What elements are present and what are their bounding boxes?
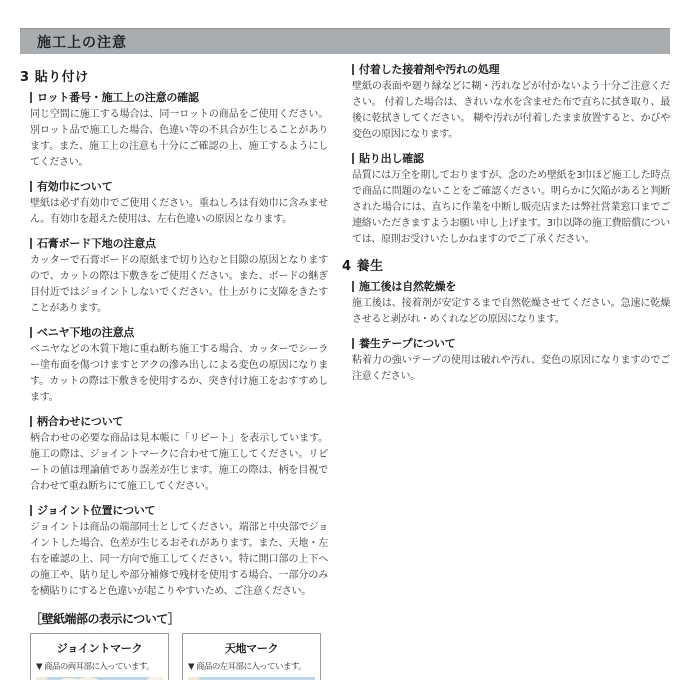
heading-marker-icon [352, 153, 354, 164]
note-heading: 養生テープについて [359, 337, 456, 350]
note-body: 同じ空間に施工する場合は、同一ロットの商品をご使用ください。別ロット品で施工した場合、色違い等の不具合が生じることがあります。また、施工上の注意も十分にご確認の上、施工するようにしてください。 [30, 109, 328, 168]
note-body: 壁紙の表面や廻り縁などに糊・汚れなどが付かないよう十分ご注意ください。 付着した場合は、きれいな水を含ませた布で直ちに拭き取り、最後に乾拭きしてください。 糊や汚れが付着したまま放置すると、かびや変色の原因になります。 [352, 81, 670, 140]
document-page [0, 28, 680, 680]
heading-marker-icon [352, 338, 354, 349]
tenchi-mark-box [182, 633, 321, 680]
mark-sample-boxes [30, 633, 328, 680]
two-column-layout [20, 62, 670, 680]
note-body: 柄合わせの必要な商品は見本帳に「リピート」を表示しています。施工の際は、ジョイントマークに合わせて施工してください。リピートの値は理論値であり誤差が生じます。施工の際は、柄を目視で合わせて重ね断ちにて施工してください。 [30, 433, 328, 492]
note-plywood [30, 324, 328, 406]
note-heading: 有効巾について [37, 180, 113, 193]
note-natural-drying [352, 278, 670, 328]
note-heading: ベニヤ下地の注意点 [37, 326, 135, 339]
edge-display-heading: ［壁紙端部の表示について］ [30, 612, 180, 626]
note-body: 壁紙は必ず有効巾でご使用ください。重ねしろは有効巾に含みません。有効巾を超えた使用は、左右色違いの原因となります。 [30, 198, 328, 225]
note-heading: 施工後は自然乾燥を [359, 280, 457, 293]
heading-marker-icon [352, 64, 354, 75]
heading-marker-icon [30, 327, 32, 338]
note-body: 粘着力の強いテープの使用は破れや汚れ、変色の原因になりますのでご注意ください。 [352, 355, 670, 382]
note-heading: ロット番号・施工上の注意の確認 [37, 91, 199, 104]
note-body: 施工後は、接着剤が安定するまで自然乾燥させてください。急速に乾燥させると剥がれ・めくれなどの原因になります。 [352, 298, 670, 325]
note-masking-tape [352, 335, 670, 385]
note-heading: ジョイント位置について [37, 504, 156, 517]
right-column [342, 58, 670, 680]
note-effective-width [30, 178, 328, 228]
joint-mark-title: ジョイントマーク [56, 642, 143, 655]
note-adhesive-stains [352, 61, 670, 143]
note-pattern-matching [30, 413, 328, 495]
note-heading: 貼り出し確認 [359, 152, 424, 165]
section-title-bar [20, 28, 670, 54]
note-gypsum-board [30, 235, 328, 317]
section-heading-4: 4 養生 [342, 259, 384, 274]
note-body: 品質には万全を期しておりますが、念のため壁紙を3巾ほど施工した時点で商品に問題のないことをご確認ください。明らかに欠陥があると判断された場合には、直ちに作業を中断し販売店または弊社営業窓口までご連絡いただきますようお願い申し上げます。3巾以降の施工費賠償については、原則お受けいたしかねますのでご了承ください。 [352, 170, 670, 245]
note-heading: 石膏ボード下地の注意点 [37, 237, 156, 250]
page-title: 施工上の注意 [37, 34, 127, 51]
note-body: カッターで石膏ボードの原紙まで切り込むと目隙の原因となりますので、カットの際は下敷きをご使用ください。また、ボードの継ぎ目付近ではジョイントしないでください。仕上がりに支障をきたすことがあります。 [30, 255, 328, 314]
section-heading-3: 3 貼り付け [20, 70, 89, 85]
note-lot-number [30, 89, 328, 171]
left-column-content [20, 89, 328, 680]
heading-marker-icon [30, 416, 32, 427]
tenchi-mark-caption: ▼ 商品の左耳部に入っています。 [188, 662, 306, 672]
note-body: ベニヤなどの木質下地に重ね断ち施工する場合、カッターでシーラー塗布面を傷つけますとアクの滲み出しによる変色の原因になります。カットの際は下敷きを使用するか、突き付け施工をおすすめします。 [30, 344, 328, 403]
left-column [20, 62, 342, 680]
heading-marker-icon [30, 505, 32, 516]
heading-marker-icon [30, 92, 32, 103]
heading-marker-icon [352, 281, 354, 292]
tenchi-mark-title: 天地マーク [224, 642, 279, 655]
note-heading: 付着した接着剤や汚れの処理 [359, 63, 500, 76]
note-joint-position [30, 502, 328, 600]
right-column-content [342, 61, 670, 385]
note-body: ジョイントは商品の端部同士としてください。端部と中央部でジョイントした場合、色差が生じるおそれがあります。また、天地・左右を確認の上、同一方向で施工してください。特に開口部の上下への施工や、貼り足しや部分補修で残材を使用する場合、一部分のみを横貼りにすると色違いが起こりやすいため、ご注意ください。 [30, 522, 328, 597]
heading-marker-icon [30, 238, 32, 249]
joint-mark-caption: ▼ 商品の両耳部に入っています。 [36, 662, 154, 672]
joint-mark-box [30, 633, 169, 680]
note-start-check [352, 150, 670, 248]
heading-marker-icon [30, 181, 32, 192]
note-heading: 柄合わせについて [37, 415, 124, 428]
